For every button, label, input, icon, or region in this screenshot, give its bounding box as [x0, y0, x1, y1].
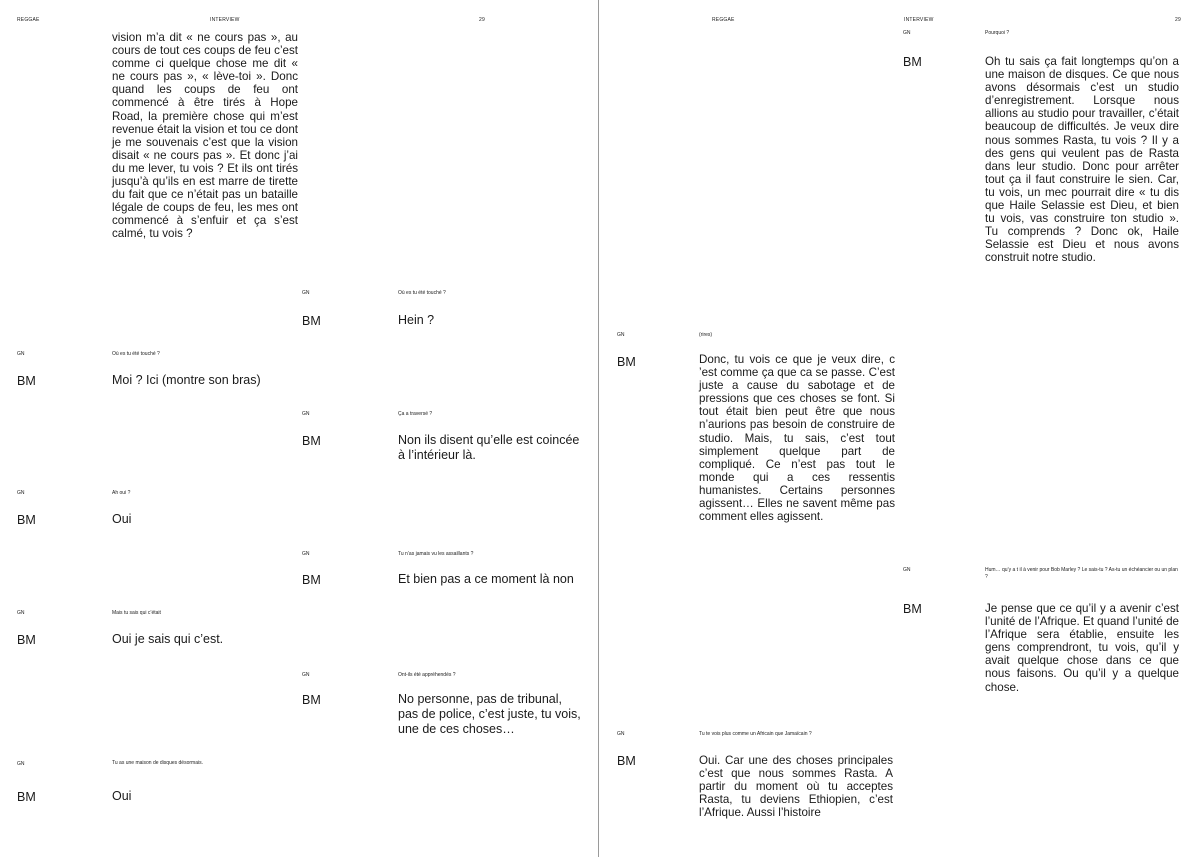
- question-speaker: GN: [17, 351, 25, 357]
- answer-speaker: BM: [903, 55, 922, 69]
- question-text: Pourquoi ?: [985, 30, 1010, 36]
- question-speaker: GN: [903, 30, 911, 36]
- question-speaker: GN: [617, 332, 625, 338]
- question-text: Tu n’as jamais vu les assaillants ?: [398, 551, 474, 557]
- question-speaker: GN: [903, 567, 911, 573]
- answer-text: Moi ? Ici (montre son bras): [112, 373, 261, 387]
- question-text: Mais tu sais qui c’était: [112, 610, 161, 616]
- question-text: Tu te vois plus comme un Africain que Jamaïcain ?: [699, 731, 812, 737]
- question-speaker: GN: [17, 490, 25, 496]
- answer-speaker: BM: [17, 513, 36, 527]
- question-speaker: GN: [302, 551, 310, 557]
- question-text: (rires): [699, 332, 713, 338]
- running-header-section: REGGAE: [17, 17, 40, 23]
- answer-text: Et bien pas a ce moment là non: [398, 572, 574, 586]
- answer-text: Je pense que ce qu’il y a avenir c’est l’unité de l’Afrique. Et quand l’unité de l’Afrique sera établie, ensuite les gens comprendront, tu vois, qu’il y avait quelque chose dans ce que nous faisons. Ou qu’il y a quelque chose.: [985, 602, 1180, 694]
- answer-speaker: BM: [903, 602, 922, 616]
- opening-paragraph: vision m’a dit « ne cours pas », au cours de tout ces coups de feu c’est comme ci quelque chose me dit « ne cours pas », « lève-toi ». Donc quand les coups de feu ont commencé à être tirés à Hope Road, la première chose qui m’est revenue était la vision et tou ce dont je me souvenais c’est que la vision disait « ne cours pas ». Et donc j’ai du me lever, tu vois ? Et ils ont tirés jusqu’à qu’ils en est marre de tirette du fait que ce n’était pas un bataille légale de coups de feu, les mes ont commencé à s’enfuir et ça s’est calmé, tu vois ?: [112, 31, 298, 241]
- running-header-kind: INTERVIEW: [904, 17, 934, 23]
- question-text: Tu as une maison de disques désormais.: [112, 760, 203, 766]
- question-text: Où es tu été touché ?: [398, 290, 446, 296]
- question-speaker: GN: [17, 610, 25, 616]
- answer-speaker: BM: [617, 355, 636, 369]
- answer-speaker: BM: [302, 573, 321, 587]
- page-number: 29: [1175, 17, 1181, 23]
- question-speaker: GN: [302, 672, 310, 678]
- question-speaker: GN: [302, 290, 310, 296]
- question-text: Où es tu été touché ?: [112, 351, 160, 357]
- question-text: Ça a traversé ?: [398, 411, 433, 417]
- answer-speaker: BM: [617, 754, 636, 768]
- answer-text: Non ils disent qu’elle est coincée à l’intérieur là.: [398, 433, 580, 463]
- answer-text: Oui: [112, 789, 132, 803]
- answer-speaker: BM: [17, 633, 36, 647]
- answer-text: Oui je sais qui c’est.: [112, 632, 224, 646]
- question-speaker: GN: [302, 411, 310, 417]
- answer-text: Oui: [112, 512, 132, 526]
- answer-speaker: BM: [302, 314, 321, 328]
- answer-speaker: BM: [17, 374, 36, 388]
- question-text: Hum… qu’y a t il à venir pour Bob Marley ? Le sais-tu ? As-tu un échéancier ou un plan ?: [985, 567, 1178, 580]
- answer-speaker: BM: [302, 693, 321, 707]
- page-number: 29: [479, 17, 485, 23]
- answer-text: No personne, pas de tribunal, pas de police, c’est juste, tu vois, une de ces choses…: [398, 692, 581, 737]
- answer-text: Hein ?: [398, 313, 435, 327]
- answer-text: Oh tu sais ça fait longtemps qu’on a une maison de disques. Ce que nous avons désormais c’est un studio d’enregistrement. Lorsque nous allions au studio pour travailler, c’était beaucoup de difficultés. Je veux dire nous sommes Rasta, tu vois ? Il y a des gens qui veulent pas de Rasta dans leur studio. Donc pour arrêter tout ça il faut construire le sien. Car, tu vois, un mec pourrait dire « tu dis que Haile Selassie est Dieu, et bien tu vois, vas construire ton studio ». Tu comprends ? Donc ok, Haile Selassie est Dieu et nous avons construit notre studio.: [985, 55, 1179, 265]
- answer-text: Donc, tu vois ce que je veux dire, c ’est comme ça que ca se passe. C’est juste a cause du sabotage et de pressions que ces choses se font. Si tout était bien peut être que nous n’aurions pas besoin de construire de studio. Mais, tu sais, c’est tout simplement quelque part de compliqué. Ce n’est pas tout le monde qui a ces ressentis humanistes. Certains personnes agissent… Elles ne savent même pas comment elles agissent.: [699, 353, 895, 524]
- answer-text: Oui. Car une des choses principales c’est que nous sommes Rasta. A partir du moment où tu acceptes Rasta, tu deviens Ethiopien, c’est l’Afrique. Aussi l’histoire: [699, 754, 893, 820]
- running-header-kind: INTERVIEW: [210, 17, 240, 23]
- answer-speaker: BM: [17, 790, 36, 804]
- right-page: [599, 0, 1200, 857]
- question-speaker: GN: [617, 731, 625, 737]
- question-text: Ah oui ?: [112, 490, 131, 496]
- question-speaker: GN: [17, 761, 25, 767]
- running-header-section: REGGAE: [712, 17, 735, 23]
- question-text: Ont-ils été appréhendés ?: [398, 672, 456, 678]
- answer-speaker: BM: [302, 434, 321, 448]
- left-page: [0, 0, 598, 857]
